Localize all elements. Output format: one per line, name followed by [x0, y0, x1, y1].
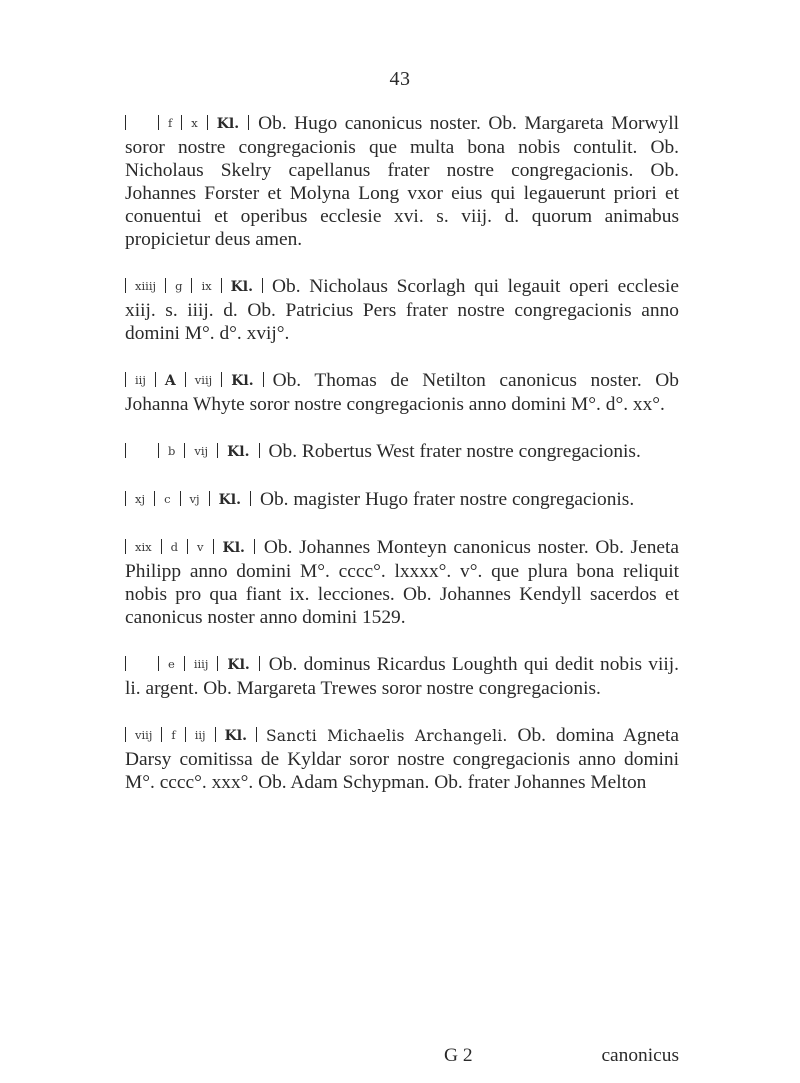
calendar-entry [125, 275, 679, 345]
column-rule [158, 443, 159, 458]
column-rule [187, 539, 188, 554]
dominical-letter: f [171, 728, 176, 742]
signature-mark: G 2 [444, 1045, 473, 1066]
column-rule [191, 278, 192, 293]
column-rule [158, 115, 159, 130]
column-rule [125, 539, 126, 554]
calendar-entry [125, 653, 679, 700]
kalend-day: iiij [193, 657, 209, 671]
page-number: 43 [389, 68, 411, 90]
kalends-abbrev: Kl. [218, 492, 241, 508]
kalend-day: x [191, 116, 198, 130]
column-rule [221, 278, 222, 293]
kalend-day: vij [194, 444, 209, 458]
golden-number: xix [135, 540, 152, 554]
golden-number: xj [135, 492, 146, 506]
column-rule [125, 443, 126, 458]
column-rule [209, 491, 210, 506]
column-rule [207, 115, 208, 130]
kalend-day: viij [194, 373, 213, 387]
column-rule [125, 727, 126, 742]
column-rule [215, 727, 216, 742]
column-rule [217, 443, 218, 458]
kalends-abbrev: Kl. [216, 116, 240, 132]
column-rule [254, 539, 255, 554]
calendar-entry [125, 440, 679, 464]
column-rule [259, 443, 260, 458]
dominical-letter: d [170, 540, 179, 554]
column-rule [161, 539, 162, 554]
calendar-entry [125, 112, 679, 251]
column-rule [213, 539, 214, 554]
column-rule [259, 656, 260, 671]
kalends-abbrev: Kl. [231, 373, 254, 389]
dominical-letter: f [168, 116, 173, 130]
calendar-entry [125, 488, 679, 512]
column-rule [155, 372, 156, 387]
column-rule [181, 115, 182, 130]
column-rule [125, 656, 126, 671]
entry-text: Ob. Johannes Monteyn canonicus noster. Ob. Jeneta Philipp anno domini M°. cccc°. lxxxx°. v°. que plura bona reliquit nobis pro qua fiant ix. lecciones. Ob. Johannes Kendyll sacerdos et canonicus noster anno domini 1529. [125, 537, 679, 628]
entry-text: Ob. magister Hugo frater nostre congregacionis. [259, 489, 635, 510]
column-rule [125, 372, 126, 387]
calendar-entry [125, 369, 679, 416]
column-rule [217, 656, 218, 671]
column-rule [161, 727, 162, 742]
column-rule [185, 372, 186, 387]
column-rule [221, 372, 222, 387]
dominical-letter: b [168, 444, 176, 458]
column-rule [184, 443, 185, 458]
obituary-entries [125, 112, 679, 818]
entry-text: Ob. Nicholaus Scorlagh qui legauit operi ecclesie xiij. s. iiij. d. Ob. Patricius Pers frater nostre congregacionis anno domini M°. d°. xvij°. [125, 276, 679, 344]
entry-text: Ob. Thomas de Netilton canonicus noster. Ob Johanna Whyte soror nostre congregacionis anno domini M°. d°. xx°. [125, 370, 679, 415]
entry-text: Ob. domina Agneta Darsy comitissa de Kyldar soror nostre congregacionis anno domini M°. cccc°. xxx°. Ob. Adam Schypman. Ob. frater Johannes Melton [125, 725, 679, 793]
dominical-letter: g [175, 279, 183, 293]
column-rule [256, 727, 257, 742]
kalends-abbrev: Kl. [222, 540, 245, 556]
golden-number: viij [135, 728, 153, 742]
column-rule [262, 278, 263, 293]
kalends-abbrev: Kl. [224, 728, 247, 744]
column-rule [125, 278, 126, 293]
dominical-letter: A [164, 373, 176, 389]
calendar-entry [125, 724, 679, 794]
entry-text: Ob. dominus Ricardus Loughth qui dedit nobis viij. li. argent. Ob. Margareta Trewes soror nostre congregacionis. [125, 654, 679, 699]
column-rule [165, 278, 166, 293]
catchword: canonicus [601, 1045, 679, 1066]
column-rule [263, 372, 264, 387]
column-rule [248, 115, 249, 130]
calendar-entry [125, 536, 679, 629]
kalends-abbrev: Kl. [227, 444, 250, 460]
kalend-day: ix [201, 279, 212, 293]
feast-heading: Sancti Michaelis Archangeli. [265, 727, 508, 745]
column-rule [180, 491, 181, 506]
column-rule [125, 115, 126, 130]
dominical-letter: c [164, 492, 171, 506]
entry-text: Ob. Hugo canonicus noster. Ob. Margareta Morwyll soror nostre congregacionis que multa bona nobis contulit. Ob. Nicholaus Skelry capellanus frater nostre congregacionis. Ob. Johannes Forster et Molyna Long vxor eius qui legauerunt priori et conuentui et operibus ecclesie xvi. s. viij. d. quorum animabus propicietur deus amen. [125, 113, 679, 250]
column-rule [125, 491, 126, 506]
column-rule [185, 727, 186, 742]
kalend-day: iij [194, 728, 206, 742]
kalend-day: vj [189, 492, 200, 506]
dominical-letter: e [168, 657, 175, 671]
golden-number: xiiij [135, 279, 157, 293]
kalends-abbrev: Kl. [230, 279, 254, 295]
kalend-day: v [197, 540, 204, 554]
column-rule [184, 656, 185, 671]
entry-text: Ob. Robertus West frater nostre congregacionis. [268, 441, 641, 462]
kalends-abbrev: Kl. [227, 657, 250, 673]
column-rule [154, 491, 155, 506]
golden-number: iij [135, 373, 146, 387]
column-rule [158, 656, 159, 671]
column-rule [250, 491, 251, 506]
